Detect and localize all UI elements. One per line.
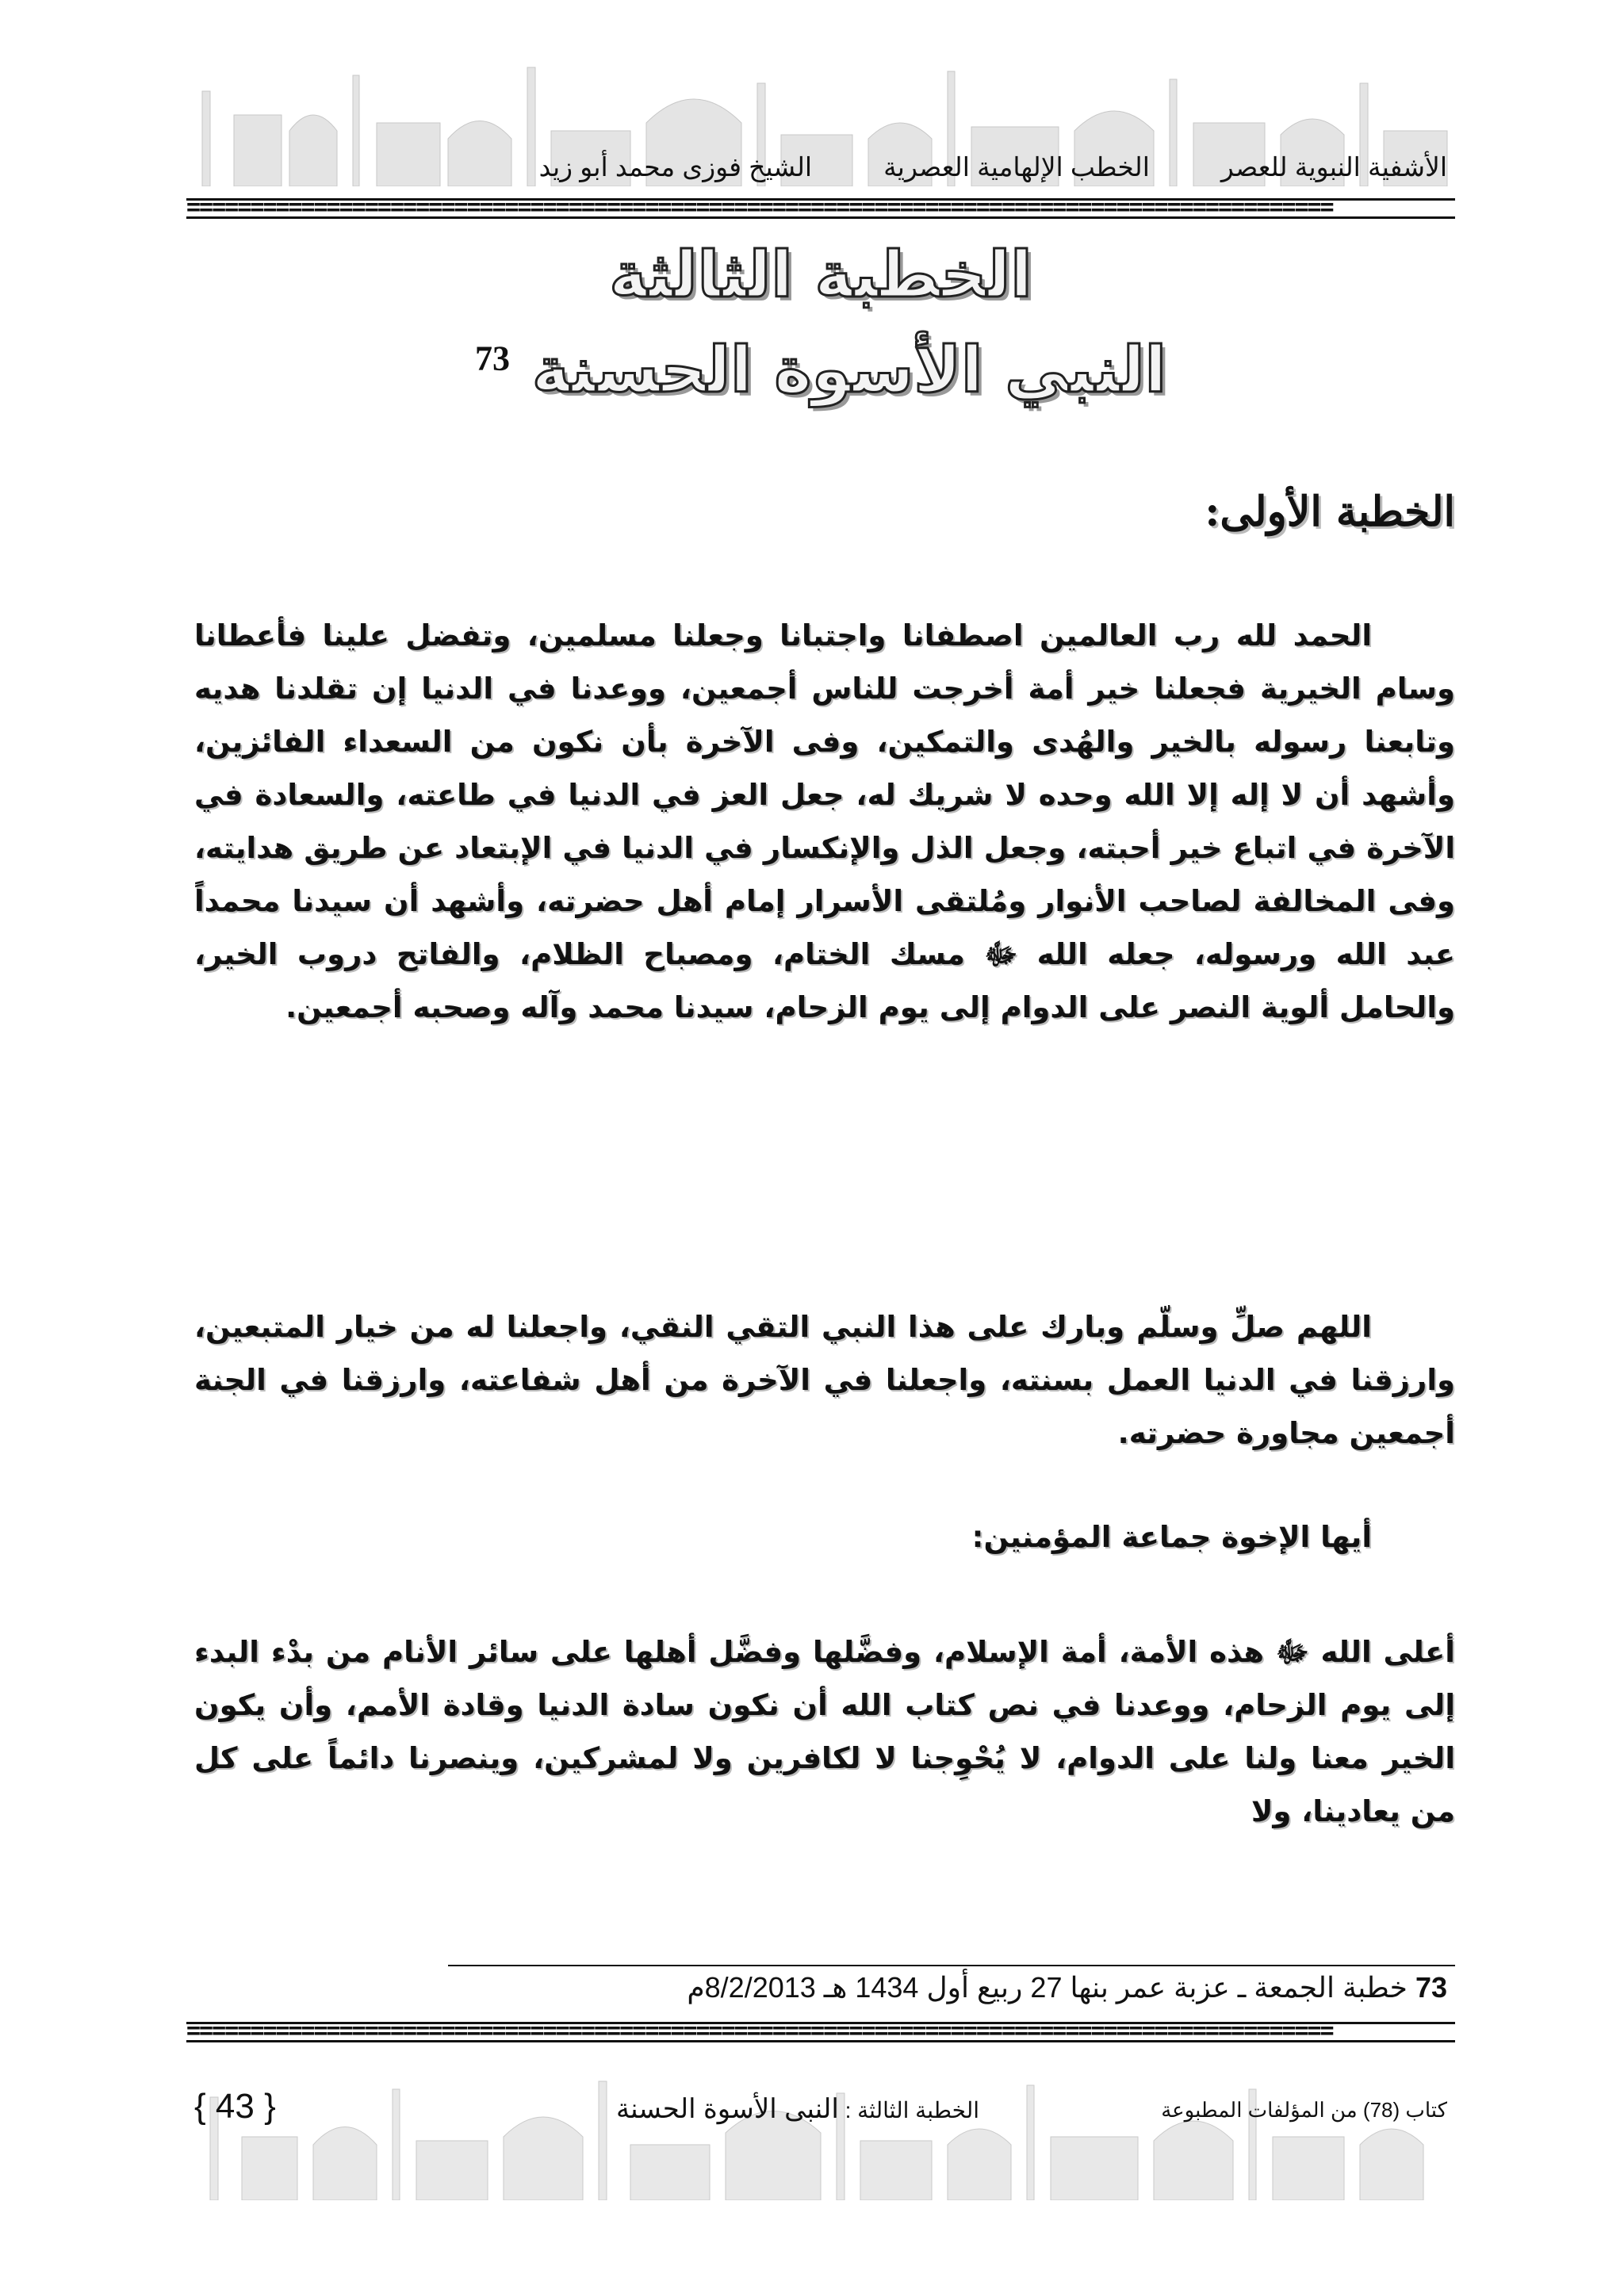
page-number: { 43 } xyxy=(194,2087,276,2126)
paragraph-text: أعلى الله ﷻ هذه الأمة، أمة الإسلام، وفضَّلها وفضَّل أهلها على سائر الأنام من بدْء البدء إلى يوم الزحام، ووعدنا في نص كتاب الله أن نكون سادة الدنيا وقادة الأمم، وأن يكون الخير معنا ولنا على الدوام، لا يُحْوِجنا لا لكافرين ولا لمشركين، وينصرنا دائماً على كل من يعادينا، ولا xyxy=(194,1635,1455,1828)
footnote-separator xyxy=(448,1965,1455,1966)
footer-separator: ========================================================================================== xyxy=(186,2022,1455,2042)
footer-chapter-title: النبى الأسوة الحسنة xyxy=(615,2094,839,2124)
header-author: الشيخ فوزى محمد أبو زيد xyxy=(538,151,813,182)
footer-book-ref: كتاب (78) من المؤلفات المطبوعة xyxy=(1161,2098,1447,2122)
footnote xyxy=(186,1971,1455,2004)
paragraph-1 xyxy=(194,609,1455,1034)
header-separator: ========================================================================================== xyxy=(186,198,1455,219)
paragraph-text: أيها الإخوة جماعة المؤمنين: xyxy=(971,1520,1372,1554)
running-header xyxy=(186,143,1455,190)
paragraph-3 xyxy=(194,1510,1455,1564)
paragraph-text: اللهم صلِّ وسلّم وبارك على هذا النبي التقي النقي، واجعلنا له من خيار المتبعين، وارزقنا في الدنيا العمل بسنته، واجعلنا في الآخرة من أهل شفاعته، وارزقنا في الجنة أجمعين مجاورة حضرته. xyxy=(194,1310,1455,1450)
paragraph-text: الحمد لله رب العالمين اصطفانا واجتبانا وجعلنا مسلمين، وتفضل علينا فأعطانا وسام الخيرية فجعلنا خير أمة أخرجت للناس أجمعين، ووعدنا في الدنيا إن تقلدنا هديه وتابعنا رسوله بالخير والهُدى والتمكين، وفى الآخرة بأن نكون من السعداء الفائزين، وأشهد أن لا إله إلا الله وحده لا شريك له، جعل العز في الدنيا في طاعته، والسعادة في الآخرة في اتباع خير أحبته، وجعل الذل والإنكسار في الدنيا في الإبتعاد عن طريق هدايته، وفى المخالفة لصاحب الأنوار ومُلتقى الأسرار إمام أهل حضرته، وأشهد أن سيدنا محمداً عبد الله ورسوله، جعله الله ﷻ مسك الختام، ومصباح الظلام، والفاتح دروب الخير، والحامل ألوية النصر على الدوام إلى يوم الزحام، سيدنا محمد وآله وصحبه أجمعين. xyxy=(194,618,1455,1024)
footnote-text: خطبة الجمعة ـ عزبة عمر بنها 27 ربيع أول 1434 هـ 8/2/2013م xyxy=(687,1971,1408,2004)
header-book: الأشفية النبوية للعصر xyxy=(1220,151,1447,182)
paragraph-4 xyxy=(194,1625,1455,1838)
sermon-title xyxy=(186,333,1455,407)
footnote-number: 73 xyxy=(1415,1971,1447,2004)
sermon-number-title: الخطبة الثالثة xyxy=(609,238,1032,312)
footer-chapter xyxy=(616,2093,979,2125)
running-footer xyxy=(186,2084,1455,2139)
paragraph-2 xyxy=(194,1300,1455,1460)
section-heading: الخطبة الأولى: xyxy=(1205,488,1455,536)
footnote-ref: 73 xyxy=(474,339,510,378)
footer-chapter-label: الخطبة الثالثة : xyxy=(845,2098,979,2123)
sermon-title-text: النبي الأسوة الحسنة xyxy=(531,333,1166,407)
header-series: الخطب الإلهامية العصرية xyxy=(883,151,1150,182)
